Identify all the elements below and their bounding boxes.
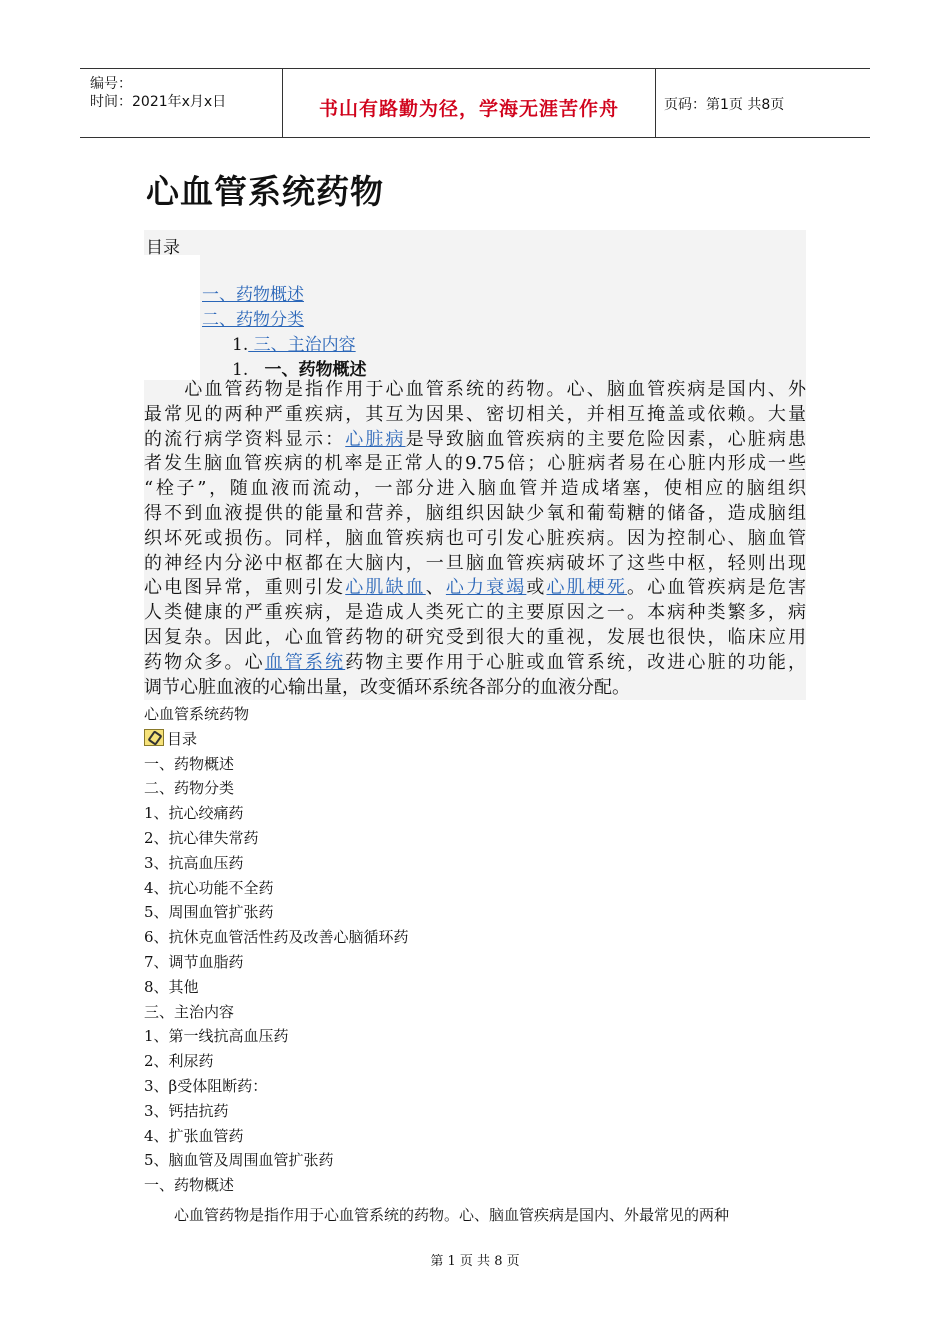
text-span: 心电图异常，重则引发: [144, 577, 346, 599]
link-heart-failure[interactable]: 心力衰竭: [445, 577, 527, 599]
list-item: 二、药物分类: [144, 779, 235, 798]
text-line: 者发生脑血管疾病的机率是正常人的9.75倍；心脏病者易在心脏内形成一些: [144, 453, 806, 475]
list-item: 3、钙拮抗药: [144, 1101, 229, 1120]
toc-link-overview[interactable]: 一、药物概述: [202, 285, 304, 305]
text-line: 调节心脏血液的心输出量，改变循环系统各部分的血液分配。: [144, 676, 630, 698]
list-item: 8、其他: [144, 977, 199, 996]
text-span: 药物主要作用于心脏或血管系统，改进心脏的功能，: [345, 651, 806, 673]
text-line: 心血管药物是指作用于心血管系统的药物。心、脑血管疾病是国内、外: [144, 379, 806, 400]
header-motto: 书山有路勤为径，学海无涯苦作舟: [318, 98, 619, 120]
text-line: 因复杂。因此，心血管药物的研究受到很大的重视，发展也很快，临床应用: [144, 626, 806, 648]
list-item: 5、脑血管及周围血管扩张药: [144, 1151, 334, 1170]
list-item: 3、抗高血压药: [144, 853, 244, 872]
text-line: 最常见的两种严重疾病，其互为因果、密切相关，并相互掩盖或依赖。大量: [144, 403, 806, 425]
header-motto-cell: [283, 69, 656, 137]
text-line: 织坏死或损伤。同样，脑血管疾病也可引发心脏疾病。因为控制心、脑血管: [144, 527, 806, 549]
link-heart-disease[interactable]: 心脏病: [345, 428, 406, 450]
header-page-cell: [656, 69, 870, 137]
list-item: 2、抗心律失常药: [144, 828, 259, 847]
outline-toc-row: [144, 729, 409, 754]
toc-link-classification[interactable]: 二、药物分类: [202, 310, 304, 330]
page-title: 心血管系统药物: [146, 172, 384, 211]
outline-list: [144, 704, 409, 1200]
text-span: 、: [425, 577, 446, 599]
toc-item-number: 1.: [232, 335, 249, 355]
page-header: [80, 68, 870, 138]
page-footer: 第 1 页 共 8 页: [430, 1254, 520, 1269]
text-line: [144, 651, 806, 676]
list-item: 4、抗心功能不全药: [144, 878, 274, 897]
list-item: 一、药物概述: [144, 754, 235, 773]
list-item: 1、抗心绞痛药: [144, 804, 244, 823]
list-item: 1、第一线抗高血压药: [144, 1027, 289, 1046]
text-span: 。心血管疾病是危害: [627, 577, 806, 599]
toc-heading: 目录: [146, 238, 180, 258]
list-item: 三、主治内容: [144, 1002, 235, 1021]
text-line: 人类健康的严重疾病，是造成人类死亡的主要原因之一。本病种类繁多，病: [144, 602, 806, 624]
toc-indent-area: [144, 255, 200, 380]
page-number-label: 页码：第1页 共8页: [664, 97, 785, 113]
text-line: 的神经内分泌中枢都在大脑内，一旦脑血管疾病破坏了这些中枢，轻则出现: [144, 552, 806, 574]
text-line: 得不到血液提供的能量和营养，脑组织因缺少氧和葡萄糖的储备，造成脑组: [144, 502, 806, 524]
link-myocardial-ischemia[interactable]: 心肌缺血: [345, 577, 426, 599]
list-item: 5、周围血管扩张药: [144, 903, 274, 922]
list-item: 2、利尿药: [144, 1052, 214, 1071]
list-item: 4、扩张血管药: [144, 1126, 244, 1145]
outline-doc-title: 心血管系统药物: [144, 705, 250, 723]
link-myocardial-infarction[interactable]: 心肌梗死: [546, 577, 627, 599]
section-heading: [232, 355, 366, 380]
link-vascular-system[interactable]: 血管系统: [264, 651, 346, 673]
list-item: 3、β受体阻断药：: [144, 1076, 268, 1095]
text-span: 药物众多。心: [144, 651, 265, 673]
doc-id-label: 编号：: [90, 76, 132, 92]
toc-icon: [144, 729, 164, 746]
intro-paragraph: [144, 378, 806, 700]
list-item: 一、药物概述: [144, 1176, 235, 1195]
header-info-cell: [80, 69, 283, 137]
section-title: 一、药物概述: [264, 360, 367, 380]
section-number: 1.: [232, 360, 249, 380]
outline-toc-label: 目录: [167, 729, 198, 748]
text-line: [144, 428, 806, 453]
doc-time-label: 时间：2021年x月x日: [90, 94, 227, 110]
toc-link-indications[interactable]: 三、主治内容: [248, 335, 356, 355]
list-item: 7、调节血脂药: [144, 952, 244, 971]
list-item: 6、抗休克血管活性药及改善心脑循环药: [144, 928, 409, 947]
text-line: [144, 576, 806, 601]
text-span: 是导致脑血管疾病的主要危险因素，心脏病患: [405, 428, 806, 450]
text-span: 或: [526, 577, 547, 599]
body-paragraph: 心血管药物是指作用于心血管系统的药物。心、脑血管疾病是国内、外最常见的两种: [144, 1206, 730, 1224]
text-line: “栓子”，随血液而流动，一部分进入脑血管并造成堵塞，使相应的脑组织: [144, 478, 806, 500]
text-span: 的流行病学资料显示：: [144, 428, 346, 450]
